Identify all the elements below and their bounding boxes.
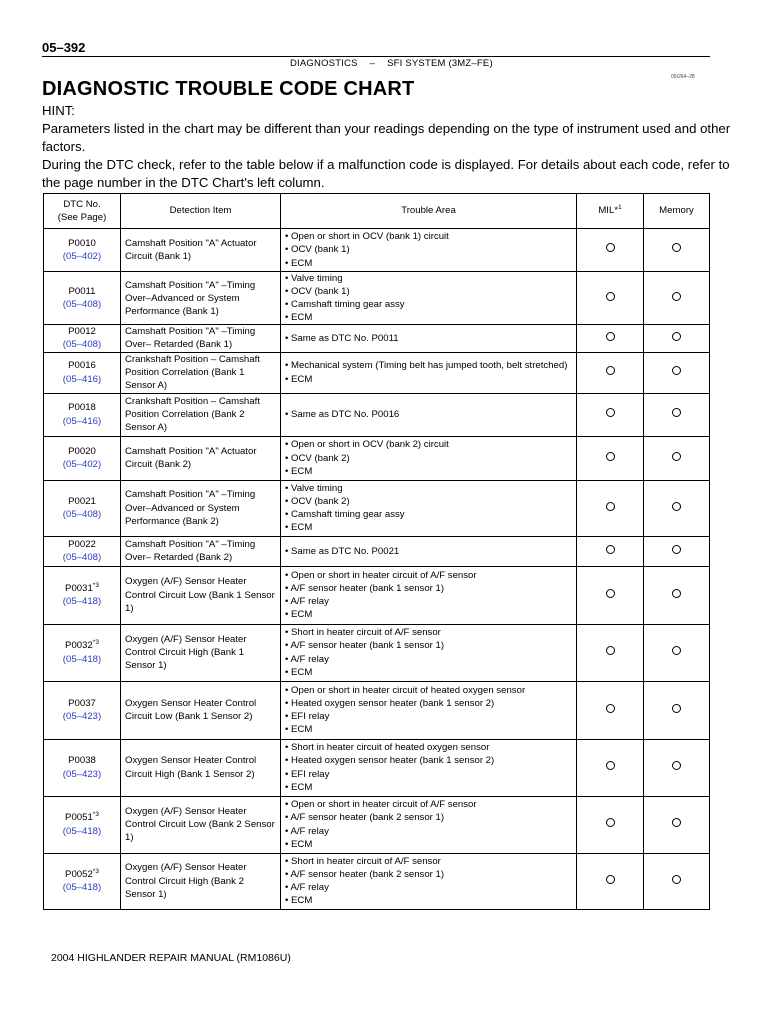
dtc-code-cell xyxy=(44,796,121,853)
circle-mark-icon xyxy=(672,366,681,375)
circle-mark-icon xyxy=(672,761,681,770)
trouble-area xyxy=(281,352,577,393)
trouble-area-item: • A/F sensor heater (bank 2 sensor 1) xyxy=(285,868,445,880)
page-reference-link[interactable]: (05–408) xyxy=(62,339,102,351)
table-row xyxy=(44,229,710,272)
trouble-area xyxy=(281,393,577,436)
trouble-area-item: • A/F relay xyxy=(285,882,329,894)
table-row xyxy=(44,853,710,909)
detection-item: Oxygen (A/F) Sensor Heater Control Circuit Low (Bank 2 Sensor 1) xyxy=(121,796,281,853)
dtc-code-cell xyxy=(44,393,121,436)
memory-cell xyxy=(644,624,710,681)
table-row xyxy=(44,566,710,624)
memory-cell xyxy=(644,796,710,853)
col-header-dtc-line2: (See Page) xyxy=(57,212,107,223)
page-reference-link[interactable]: (05–418) xyxy=(62,882,102,894)
trouble-area xyxy=(281,624,577,681)
trouble-area-item: • ECM xyxy=(285,666,313,678)
table-row xyxy=(44,624,710,681)
page-reference-link[interactable]: (05–416) xyxy=(62,415,102,427)
trouble-area-item: • Valve timing xyxy=(285,482,343,494)
mil-cell xyxy=(577,681,644,739)
dtc-table xyxy=(43,193,710,910)
trouble-area-item: • Open or short in heater circuit of A/F sensor xyxy=(285,569,477,581)
memory-cell xyxy=(644,352,710,393)
mil-cell xyxy=(577,436,644,480)
mil-cell xyxy=(577,480,644,536)
table-row xyxy=(44,681,710,739)
circle-mark-icon xyxy=(672,502,681,511)
trouble-area-item: • ECM xyxy=(285,781,313,793)
trouble-area-item: • Same as DTC No. P0011 xyxy=(285,332,399,344)
circle-mark-icon xyxy=(606,408,615,417)
page-number: 05–392 xyxy=(42,40,86,55)
trouble-area xyxy=(281,681,577,739)
mil-cell xyxy=(577,325,644,352)
circle-mark-icon xyxy=(672,292,681,301)
trouble-area xyxy=(281,229,577,272)
circle-mark-icon xyxy=(606,452,615,461)
page-reference-link[interactable]: (05–423) xyxy=(62,711,102,723)
page-reference-link[interactable]: (05–408) xyxy=(62,299,102,311)
dtc-code-footnote: *3 xyxy=(92,639,99,647)
mil-cell xyxy=(577,272,644,325)
col-header-mil-sup: 1 xyxy=(618,204,622,212)
circle-mark-icon xyxy=(672,704,681,713)
dtc-code-cell xyxy=(44,536,121,566)
circle-mark-icon xyxy=(672,875,681,884)
dtc-code: P0012 xyxy=(68,326,96,338)
mil-cell xyxy=(577,739,644,796)
dtc-code-cell xyxy=(44,480,121,536)
trouble-area xyxy=(281,853,577,909)
table-row xyxy=(44,536,710,566)
col-header-memory: Memory xyxy=(644,194,710,229)
circle-mark-icon xyxy=(606,818,615,827)
trouble-area-item: • ECM xyxy=(285,257,313,269)
dtc-code: P0032 xyxy=(65,640,93,652)
table-row xyxy=(44,739,710,796)
dtc-code-cell xyxy=(44,352,121,393)
trouble-area-item: • Short in heater circuit of A/F sensor xyxy=(285,855,441,867)
detection-item: Camshaft Position "A" Actuator Circuit (Bank 1) xyxy=(121,229,281,272)
trouble-area-item: • OCV (bank 1) xyxy=(285,244,350,256)
dtc-code: P0052 xyxy=(65,868,93,880)
trouble-area-item: • Camshaft timing gear assy xyxy=(285,509,405,521)
page-reference-link[interactable]: (05–418) xyxy=(62,596,102,608)
col-header-mil xyxy=(577,194,644,229)
page-reference-link[interactable]: (05–418) xyxy=(62,825,102,837)
memory-cell xyxy=(644,325,710,352)
dtc-code: P0016 xyxy=(68,360,96,372)
trouble-area-item: • ECM xyxy=(285,522,313,534)
illustration-code: 05I264–28 xyxy=(671,74,695,80)
detection-item: Camshaft Position "A" –Timing Over– Retarded (Bank 1) xyxy=(121,325,281,352)
dtc-code: P0031 xyxy=(65,582,93,594)
table-row xyxy=(44,436,710,480)
trouble-area xyxy=(281,325,577,352)
circle-mark-icon xyxy=(606,292,615,301)
dtc-code-cell xyxy=(44,325,121,352)
trouble-area-item: • ECM xyxy=(285,312,313,324)
page-reference-link[interactable]: (05–416) xyxy=(62,373,102,385)
trouble-area-item: • Heated oxygen sensor heater (bank 1 sensor 2) xyxy=(285,755,495,767)
col-header-dtc-line1: DTC No. xyxy=(63,198,101,210)
hint-paragraph-2: During the DTC check, refer to the table below if a malfunction code is displayed. For details about each code, refer to the page number in the DTC Chart's left column. xyxy=(42,157,730,190)
detection-item: Camshaft Position "A" Actuator Circuit (Bank 2) xyxy=(121,436,281,480)
trouble-area-item: • OCV (bank 2) xyxy=(285,452,350,464)
trouble-area-item: • A/F relay xyxy=(285,653,329,665)
dtc-code-cell xyxy=(44,853,121,909)
trouble-area xyxy=(281,536,577,566)
memory-cell xyxy=(644,681,710,739)
trouble-area-item: • Mechanical system (Timing belt has jumped tooth, belt stretched) xyxy=(285,360,568,372)
mil-cell xyxy=(577,796,644,853)
detection-item: Oxygen (A/F) Sensor Heater Control Circuit Low (Bank 1 Sensor 1) xyxy=(121,566,281,624)
circle-mark-icon xyxy=(672,589,681,598)
col-header-dtc xyxy=(44,194,121,229)
trouble-area-item: • A/F sensor heater (bank 2 sensor 1) xyxy=(285,812,445,824)
circle-mark-icon xyxy=(672,452,681,461)
trouble-area-item: • Open or short in heater circuit of heated oxygen sensor xyxy=(285,684,526,696)
circle-mark-icon xyxy=(606,545,615,554)
trouble-area-item: • A/F sensor heater (bank 1 sensor 1) xyxy=(285,582,445,594)
detection-item: Oxygen (A/F) Sensor Heater Control Circuit High (Bank 1 Sensor 1) xyxy=(121,624,281,681)
memory-cell xyxy=(644,272,710,325)
memory-cell xyxy=(644,229,710,272)
circle-mark-icon xyxy=(672,408,681,417)
memory-cell xyxy=(644,853,710,909)
dtc-code-cell xyxy=(44,566,121,624)
detection-item: Camshaft Position "A" –Timing Over– Retarded (Bank 2) xyxy=(121,536,281,566)
trouble-area-item: • A/F relay xyxy=(285,596,329,608)
detection-item: Oxygen Sensor Heater Control Circuit High (Bank 1 Sensor 2) xyxy=(121,739,281,796)
trouble-area xyxy=(281,796,577,853)
hint-paragraph-1: Parameters listed in the chart may be different than your readings depending on the type of instrument used and other factors. xyxy=(42,121,731,154)
detection-item: Camshaft Position "A" –Timing Over–Advanced or System Performance (Bank 1) xyxy=(121,272,281,325)
dtc-code-cell xyxy=(44,681,121,739)
dtc-code: P0051 xyxy=(65,812,93,824)
circle-mark-icon xyxy=(672,646,681,655)
memory-cell xyxy=(644,480,710,536)
trouble-area-item: • Heated oxygen sensor heater (bank 1 sensor 2) xyxy=(285,697,495,709)
circle-mark-icon xyxy=(606,704,615,713)
trouble-area-item: • ECM xyxy=(285,724,313,736)
hint-label: HINT: xyxy=(42,103,75,118)
dtc-code-footnote: *3 xyxy=(92,867,99,875)
trouble-area-item: • Same as DTC No. P0021 xyxy=(285,545,400,557)
memory-cell xyxy=(644,566,710,624)
col-header-mil-label: MIL* xyxy=(598,205,619,217)
dtc-code: P0020 xyxy=(68,445,96,457)
header-section: DIAGNOSTICS xyxy=(290,58,358,69)
trouble-area-item: • Camshaft timing gear assy xyxy=(285,299,405,311)
table-row xyxy=(44,272,710,325)
dtc-code: P0011 xyxy=(68,286,96,298)
memory-cell xyxy=(644,393,710,436)
trouble-area-item: • A/F sensor heater (bank 1 sensor 1) xyxy=(285,640,445,652)
trouble-area xyxy=(281,272,577,325)
dtc-code: P0010 xyxy=(68,237,96,249)
circle-mark-icon xyxy=(606,875,615,884)
circle-mark-icon xyxy=(672,243,681,252)
trouble-area xyxy=(281,566,577,624)
trouble-area-item: • EFI relay xyxy=(285,711,330,723)
circle-mark-icon xyxy=(606,761,615,770)
circle-mark-icon xyxy=(606,589,615,598)
mil-cell xyxy=(577,229,644,272)
detection-item: Crankshaft Position – Camshaft Position Correlation (Bank 2 Sensor A) xyxy=(121,393,281,436)
dtc-code-footnote: *3 xyxy=(92,811,99,819)
mil-cell xyxy=(577,853,644,909)
detection-item: Oxygen Sensor Heater Control Circuit Low (Bank 1 Sensor 2) xyxy=(121,681,281,739)
trouble-area-item: • Open or short in OCV (bank 1) circuit xyxy=(285,231,449,243)
circle-mark-icon xyxy=(606,646,615,655)
trouble-area xyxy=(281,480,577,536)
dtc-code: P0037 xyxy=(68,697,96,709)
circle-mark-icon xyxy=(672,545,681,554)
detection-item: Camshaft Position "A" –Timing Over–Advanced or System Performance (Bank 2) xyxy=(121,480,281,536)
trouble-area-item: • Short in heater circuit of A/F sensor xyxy=(285,627,441,639)
mil-cell xyxy=(577,566,644,624)
circle-mark-icon xyxy=(606,502,615,511)
dtc-code: P0021 xyxy=(68,495,96,507)
trouble-area-item: • ECM xyxy=(285,373,313,385)
mil-cell xyxy=(577,624,644,681)
trouble-area-item: • EFI relay xyxy=(285,768,330,780)
dtc-code-cell xyxy=(44,229,121,272)
table-header-row xyxy=(44,194,710,229)
detection-item: Crankshaft Position – Camshaft Position Correlation (Bank 1 Sensor A) xyxy=(121,352,281,393)
trouble-area-item: • Same as DTC No. P0016 xyxy=(285,409,400,421)
circle-mark-icon xyxy=(606,332,615,341)
page-reference-link[interactable]: (05–418) xyxy=(62,653,102,665)
page-reference-link[interactable]: (05–408) xyxy=(62,509,102,521)
trouble-area xyxy=(281,436,577,480)
mil-cell xyxy=(577,536,644,566)
page-reference-link[interactable]: (05–408) xyxy=(62,552,102,564)
dtc-code: P0038 xyxy=(68,755,96,767)
dtc-code-footnote: *3 xyxy=(92,581,99,589)
header-rule xyxy=(42,56,710,57)
memory-cell xyxy=(644,436,710,480)
dtc-code-cell xyxy=(44,739,121,796)
memory-cell xyxy=(644,536,710,566)
page-title: DIAGNOSTIC TROUBLE CODE CHART xyxy=(42,78,415,100)
section-header xyxy=(290,58,493,69)
circle-mark-icon xyxy=(672,818,681,827)
page-reference-link[interactable]: (05–402) xyxy=(62,251,102,262)
trouble-area-item: • Open or short in OCV (bank 2) circuit xyxy=(285,439,449,451)
trouble-area-item: • A/F relay xyxy=(285,825,329,837)
table-body xyxy=(44,229,710,910)
trouble-area xyxy=(281,739,577,796)
dtc-code: P0022 xyxy=(68,538,96,550)
intro-text xyxy=(42,102,732,192)
trouble-area-item: • ECM xyxy=(285,465,313,477)
circle-mark-icon xyxy=(606,243,615,252)
page-reference-link[interactable]: (05–423) xyxy=(62,768,102,780)
header-system: SFI SYSTEM (3MZ–FE) xyxy=(387,58,493,69)
page-reference-link[interactable]: (05–402) xyxy=(62,459,102,471)
trouble-area-item: • OCV (bank 2) xyxy=(285,495,350,507)
header-dash: – xyxy=(369,58,376,69)
trouble-area-item: • ECM xyxy=(285,838,313,850)
dtc-code-cell xyxy=(44,272,121,325)
page-footer: 2004 HIGHLANDER REPAIR MANUAL (RM1086U) xyxy=(51,952,291,964)
dtc-code-cell xyxy=(44,624,121,681)
mil-cell xyxy=(577,393,644,436)
trouble-area-item: • ECM xyxy=(285,609,313,621)
col-header-trouble-area: Trouble Area xyxy=(281,194,577,229)
memory-cell xyxy=(644,739,710,796)
table-row xyxy=(44,393,710,436)
table-row xyxy=(44,480,710,536)
detection-item: Oxygen (A/F) Sensor Heater Control Circuit High (Bank 2 Sensor 1) xyxy=(121,853,281,909)
mil-cell xyxy=(577,352,644,393)
table-row xyxy=(44,796,710,853)
trouble-area-item: • Short in heater circuit of heated oxygen sensor xyxy=(285,742,490,754)
circle-mark-icon xyxy=(606,366,615,375)
trouble-area-item: • Open or short in heater circuit of A/F sensor xyxy=(285,799,477,811)
trouble-area-item: • Valve timing xyxy=(285,273,343,284)
dtc-code-cell xyxy=(44,436,121,480)
table-row xyxy=(44,325,710,352)
table-row xyxy=(44,352,710,393)
col-header-detection: Detection Item xyxy=(121,194,281,229)
circle-mark-icon xyxy=(672,332,681,341)
trouble-area-item: • OCV (bank 1) xyxy=(285,286,350,298)
dtc-code: P0018 xyxy=(68,402,96,414)
trouble-area-item: • ECM xyxy=(285,895,313,907)
